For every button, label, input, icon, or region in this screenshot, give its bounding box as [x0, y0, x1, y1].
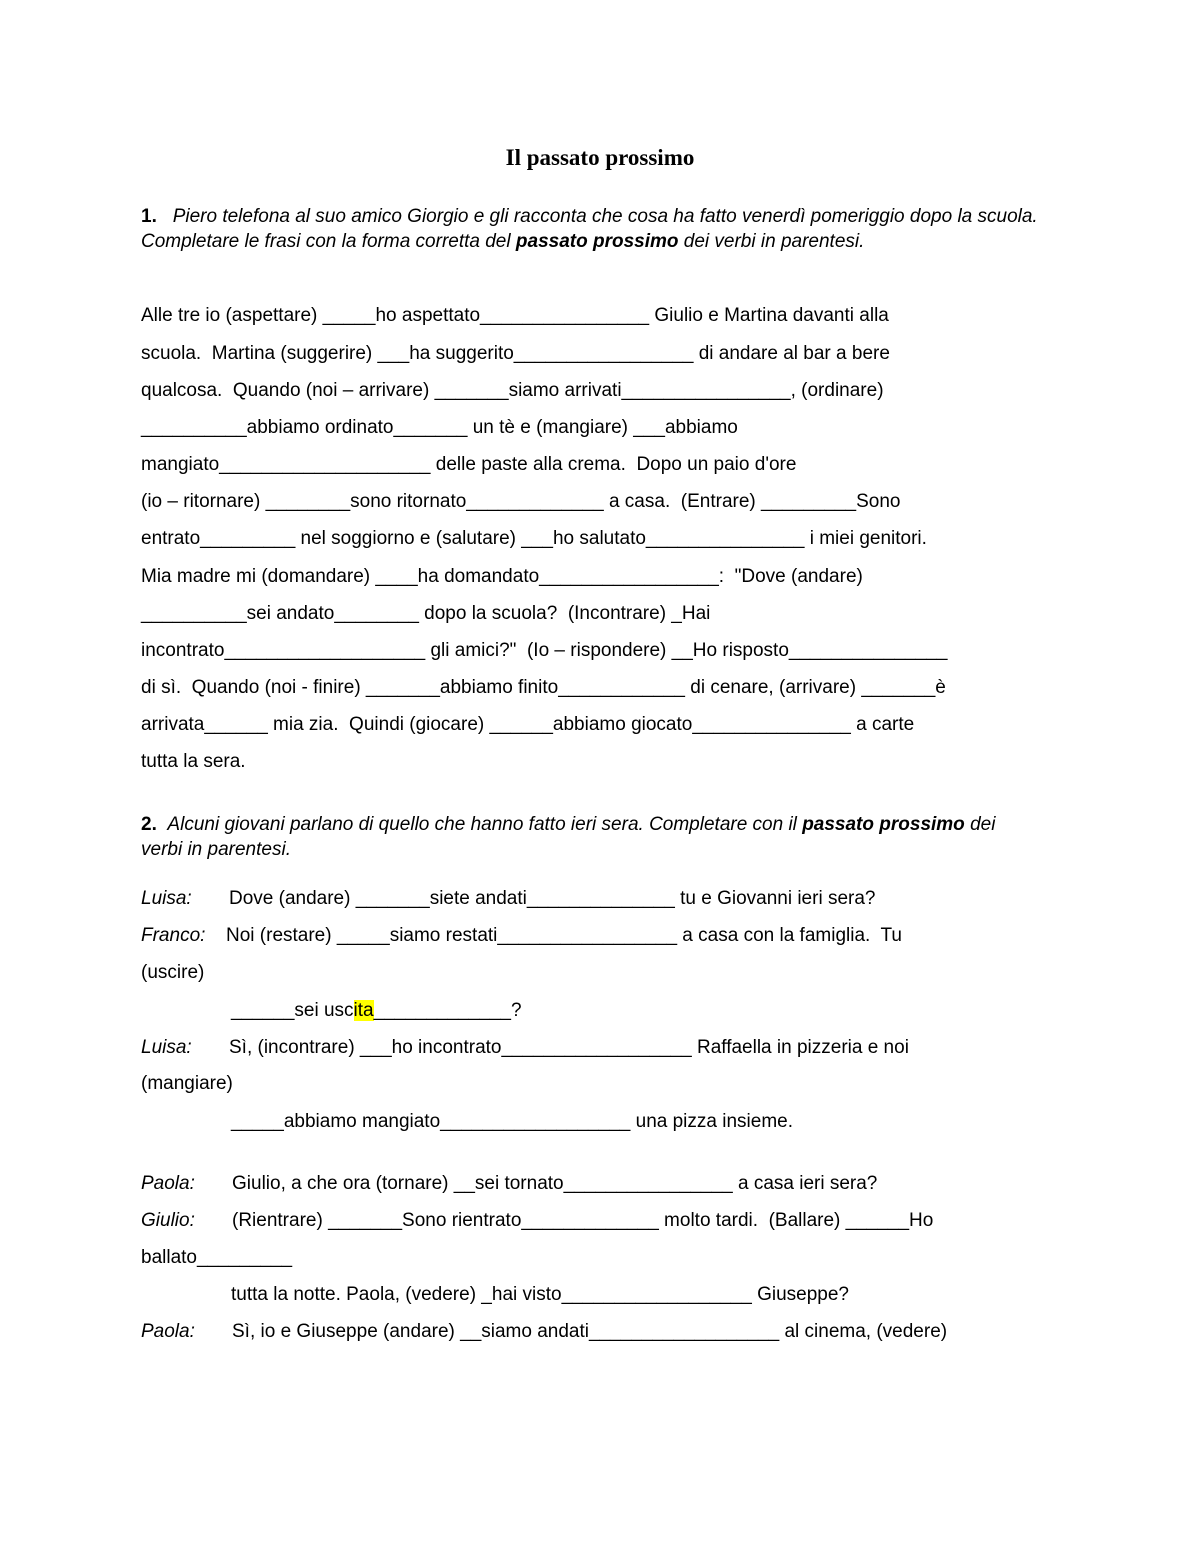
exercise-1-instr-bold: passato prossimo — [515, 231, 679, 252]
dialogue-line — [231, 998, 522, 1024]
exercise-1-line: qualcosa. Quando (noi – arrivare) _______siamo arrivati________________, (ordinare) — [141, 380, 884, 401]
exercise-1-line: Mia madre mi (domandare) ____ha domandato_________________: "Dove (andare) — [141, 566, 863, 587]
exercise-1-instructions — [141, 204, 1041, 254]
dialogue-line: _____abbiamo mangiato__________________ una pizza insieme. — [231, 1111, 794, 1132]
exercise-1-line: incontrato___________________ gli amici?" (Io – rispondere) __Ho risposto_______________ — [141, 640, 948, 661]
exercise-1-number: 1. — [141, 206, 157, 227]
exercise-1-line: Alle tre io (aspettare) _____ho aspettato________________ Giulio e Martina davanti alla — [141, 305, 889, 326]
dialogue-line: ballato_________ — [141, 1247, 293, 1268]
speaker-label: Paola: — [141, 1173, 195, 1194]
exercise-2-number: 2. — [141, 814, 157, 835]
highlighted-text: ita — [353, 1000, 374, 1021]
exercise-2-instr-tail: dei verbi in parentesi. — [141, 814, 996, 860]
dialogue-line: Sì, (incontrare) ___ho incontrato__________________ Raffaella in pizzeria e noi — [229, 1037, 909, 1058]
dialogue-line: tutta la notte. Paola, (vedere) _hai visto__________________ Giuseppe? — [231, 1284, 849, 1305]
dialogue-line: Noi (restare) _____siamo restati_________________ a casa con la famiglia. Tu — [226, 925, 902, 946]
speaker-label: Luisa: — [141, 888, 192, 909]
speaker-label: Giulio: — [141, 1210, 195, 1231]
exercise-1-line: mangiato____________________ delle paste alla crema. Dopo un paio d'ore — [141, 454, 797, 475]
exercise-1-line: scuola. Martina (suggerire) ___ha suggerito_________________ di andare al bar a bere — [141, 343, 890, 364]
dialogue-line: Dove (andare) _______siete andati______________ tu e Giovanni ieri sera? — [229, 888, 876, 909]
exercise-1-line: (io – ritornare) ________sono ritornato_____________ a casa. (Entrare) _________Sono — [141, 491, 901, 512]
exercise-1-instr-tail: dei verbi in parentesi. — [678, 231, 865, 252]
dialogue-line: Sì, io e Giuseppe (andare) __siamo andati__________________ al cinema, (vedere) — [232, 1321, 948, 1342]
exercise-1-line: di sì. Quando (noi - finire) _______abbiamo finito____________ di cenare, (arrivare) _______è — [141, 677, 946, 698]
dialogue-line: (Rientrare) _______Sono rientrato_____________ molto tardi. (Ballare) ______Ho — [232, 1210, 934, 1231]
exercise-2-instr-text: Alcuni giovani parlano di quello che hanno fatto ieri sera. Completare con il — [167, 814, 803, 835]
speaker-label: Franco: — [141, 925, 206, 946]
speaker-label: Paola: — [141, 1321, 195, 1342]
speaker-label: Luisa: — [141, 1037, 192, 1058]
exercise-1-line: __________abbiamo ordinato_______ un tè e (mangiare) ___abbiamo — [141, 417, 738, 438]
dialogue-text: ______sei usc — [231, 1000, 354, 1021]
exercise-1-line: entrato_________ nel soggiorno e (salutare) ___ho salutato_______________ i miei genitori. — [141, 528, 927, 549]
exercise-1-line: tutta la sera. — [141, 751, 246, 772]
exercise-1-line: __________sei andato________ dopo la scuola? (Incontrare) _Hai — [141, 603, 711, 624]
exercise-2-instructions — [141, 812, 1041, 862]
exercise-1-line: arrivata______ mia zia. Quindi (giocare) ______abbiamo giocato_______________ a carte — [141, 714, 915, 735]
page-title: Il passato prossimo — [505, 145, 695, 170]
dialogue-line: Giulio, a che ora (tornare) __sei tornato________________ a casa ieri sera? — [232, 1173, 878, 1194]
dialogue-line: (uscire) — [141, 962, 205, 983]
exercise-1-instr-text: Piero telefona al suo amico Giorgio e gli racconta che cosa ha fatto venerdì pomeriggio dopo la scuola. Completare le frasi con la forma corretta del — [141, 206, 1038, 252]
dialogue-line: (mangiare) — [141, 1073, 233, 1094]
dialogue-text: _____________? — [373, 1000, 522, 1021]
exercise-2-instr-bold: passato prossimo — [802, 814, 965, 835]
